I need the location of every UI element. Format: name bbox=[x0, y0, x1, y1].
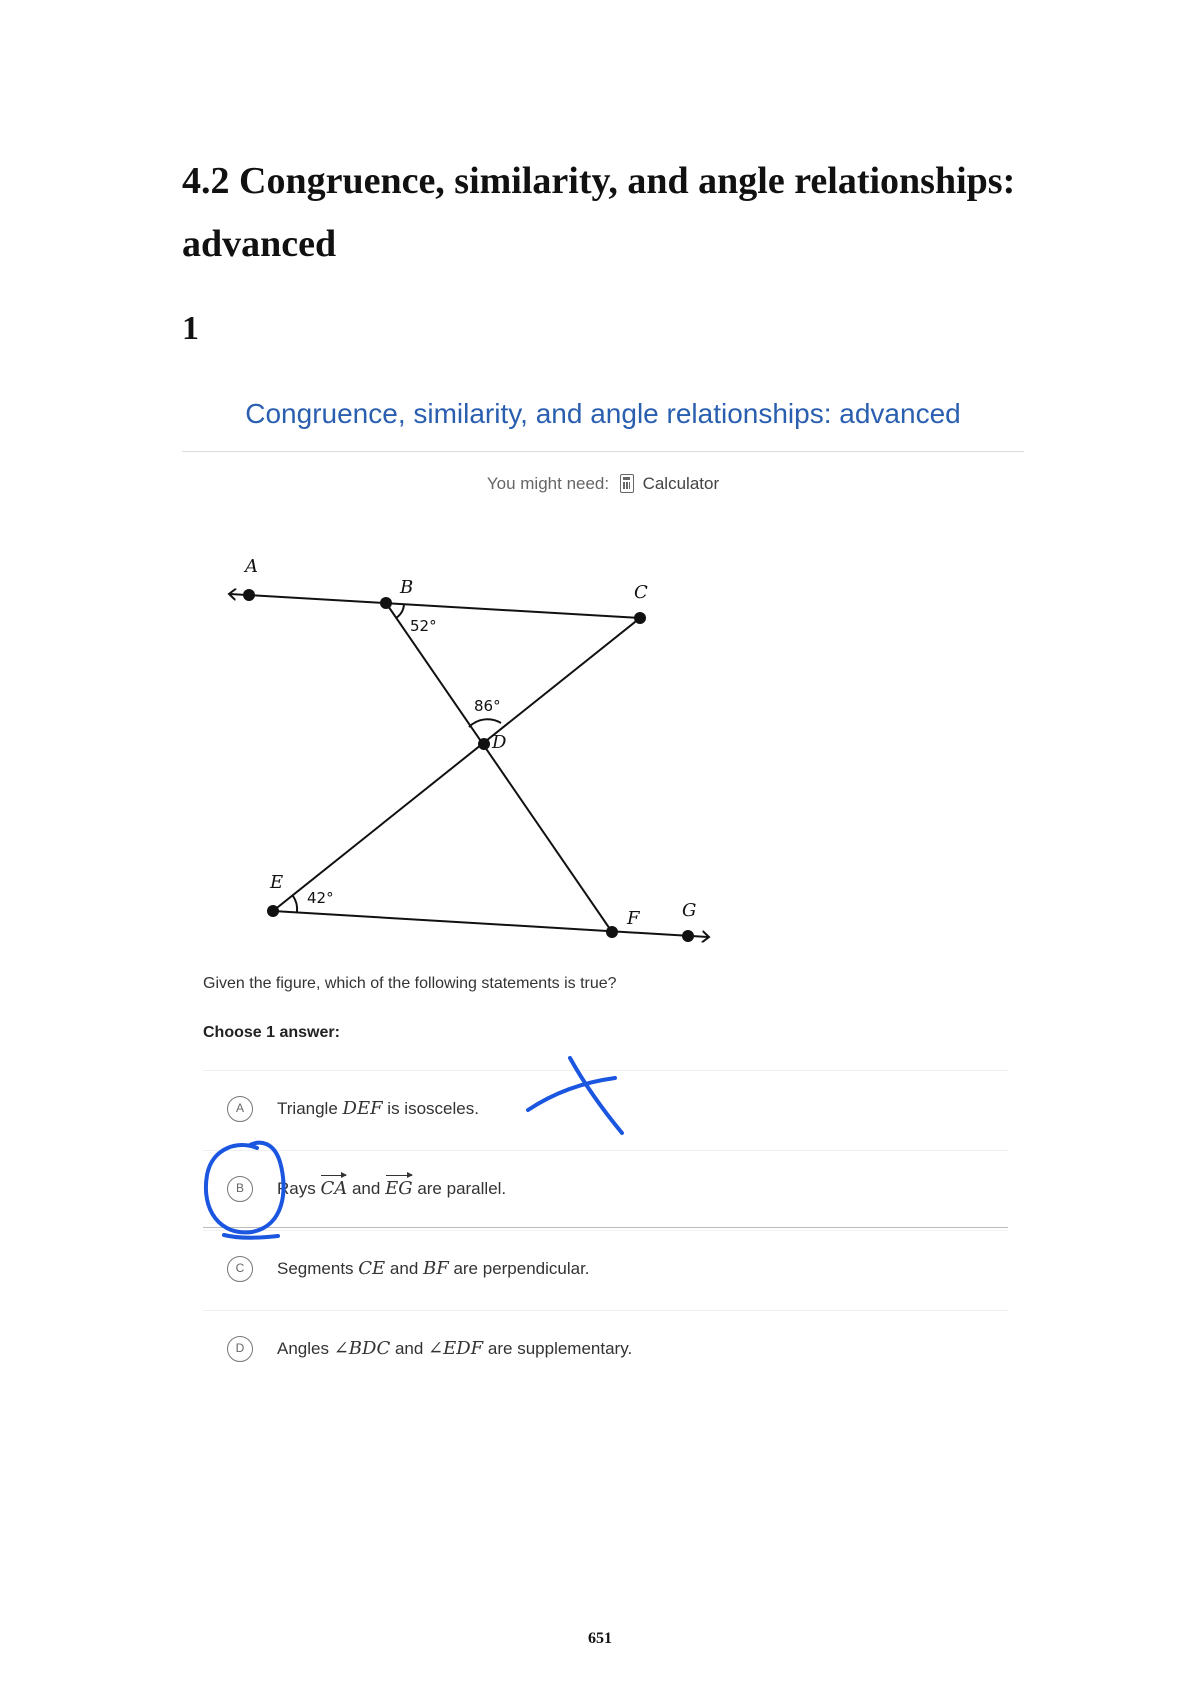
choice-letter-c[interactable]: C bbox=[227, 1256, 253, 1282]
page-number: 651 bbox=[588, 1630, 612, 1647]
point-b bbox=[380, 597, 392, 609]
choice-b-pre: Rays bbox=[277, 1179, 321, 1198]
point-a bbox=[243, 589, 255, 601]
choice-text-c bbox=[277, 1258, 590, 1279]
calculator-link[interactable]: Calculator bbox=[642, 474, 720, 493]
choice-a-pre: Triangle bbox=[277, 1099, 343, 1118]
question-prompt: Given the figure, which of the following statements is true? bbox=[203, 975, 617, 992]
label-c: C bbox=[634, 582, 648, 603]
label-g: G bbox=[682, 900, 697, 921]
choice-letter-d[interactable]: D bbox=[227, 1336, 253, 1362]
point-c bbox=[634, 612, 646, 624]
label-a: A bbox=[245, 556, 258, 577]
segment-bf bbox=[386, 603, 612, 932]
label-b: B bbox=[400, 577, 414, 598]
title-divider bbox=[182, 451, 1024, 452]
segment-ce bbox=[273, 618, 640, 911]
choice-letter-a[interactable]: A bbox=[227, 1096, 253, 1122]
exercise-title: Congruence, similarity, and angle relationships: advanced bbox=[245, 398, 961, 429]
angle-label-d: 86° bbox=[474, 697, 501, 715]
choice-c-post: are perpendicular. bbox=[448, 1259, 590, 1278]
ray-ba bbox=[230, 594, 640, 618]
label-d: D bbox=[492, 732, 507, 753]
document-title: 4.2 Congruence, similarity, and angle relationships: advanced bbox=[182, 160, 1016, 265]
angle-label-b: 52° bbox=[410, 617, 437, 635]
choice-text-b bbox=[277, 1178, 506, 1199]
choice-c-math-1: CE bbox=[358, 1258, 386, 1279]
choice-b[interactable] bbox=[203, 1150, 1008, 1228]
choice-c[interactable] bbox=[203, 1230, 1008, 1308]
choice-text-a bbox=[277, 1098, 479, 1119]
ray-eg bbox=[273, 911, 708, 937]
angle-label-e: 42° bbox=[307, 889, 334, 907]
choice-c-math-2: BF bbox=[423, 1258, 449, 1279]
label-f: F bbox=[627, 908, 640, 929]
angle-arc-e bbox=[293, 896, 297, 912]
choose-label: Choose 1 answer: bbox=[203, 1024, 340, 1041]
tools-hint bbox=[182, 474, 1024, 494]
choice-a[interactable] bbox=[203, 1070, 1008, 1148]
label-e: E bbox=[270, 872, 284, 893]
choice-text-d bbox=[277, 1338, 632, 1359]
angle-arc-d bbox=[469, 719, 501, 727]
point-d bbox=[478, 738, 490, 750]
choice-d-math-2: ∠EDF bbox=[428, 1338, 484, 1359]
choice-c-mid: and bbox=[385, 1259, 423, 1278]
choice-b-ray-1: CA bbox=[320, 1178, 348, 1199]
choice-c-pre: Segments bbox=[277, 1259, 359, 1278]
choice-d-post: are supplementary. bbox=[483, 1339, 633, 1358]
choice-b-ray-2: EG bbox=[385, 1178, 413, 1199]
point-e bbox=[267, 905, 279, 917]
choice-b-mid: and bbox=[347, 1179, 386, 1198]
point-g bbox=[682, 930, 694, 942]
question-number: 1 bbox=[182, 310, 199, 347]
choice-d-mid: and bbox=[390, 1339, 429, 1358]
calculator-icon[interactable] bbox=[620, 474, 634, 493]
point-f bbox=[606, 926, 618, 938]
choice-d-math-1: ∠BDC bbox=[333, 1338, 391, 1359]
angle-arc-b bbox=[396, 604, 404, 618]
choice-d-pre: Angles bbox=[277, 1339, 334, 1358]
choice-a-math: DEF bbox=[342, 1098, 383, 1119]
might-need-label: You might need: bbox=[486, 474, 610, 493]
choice-letter-b[interactable]: B bbox=[227, 1176, 253, 1202]
choice-a-post: is isosceles. bbox=[382, 1099, 479, 1118]
choice-b-post: are parallel. bbox=[412, 1179, 507, 1198]
choice-d[interactable] bbox=[203, 1310, 1008, 1388]
